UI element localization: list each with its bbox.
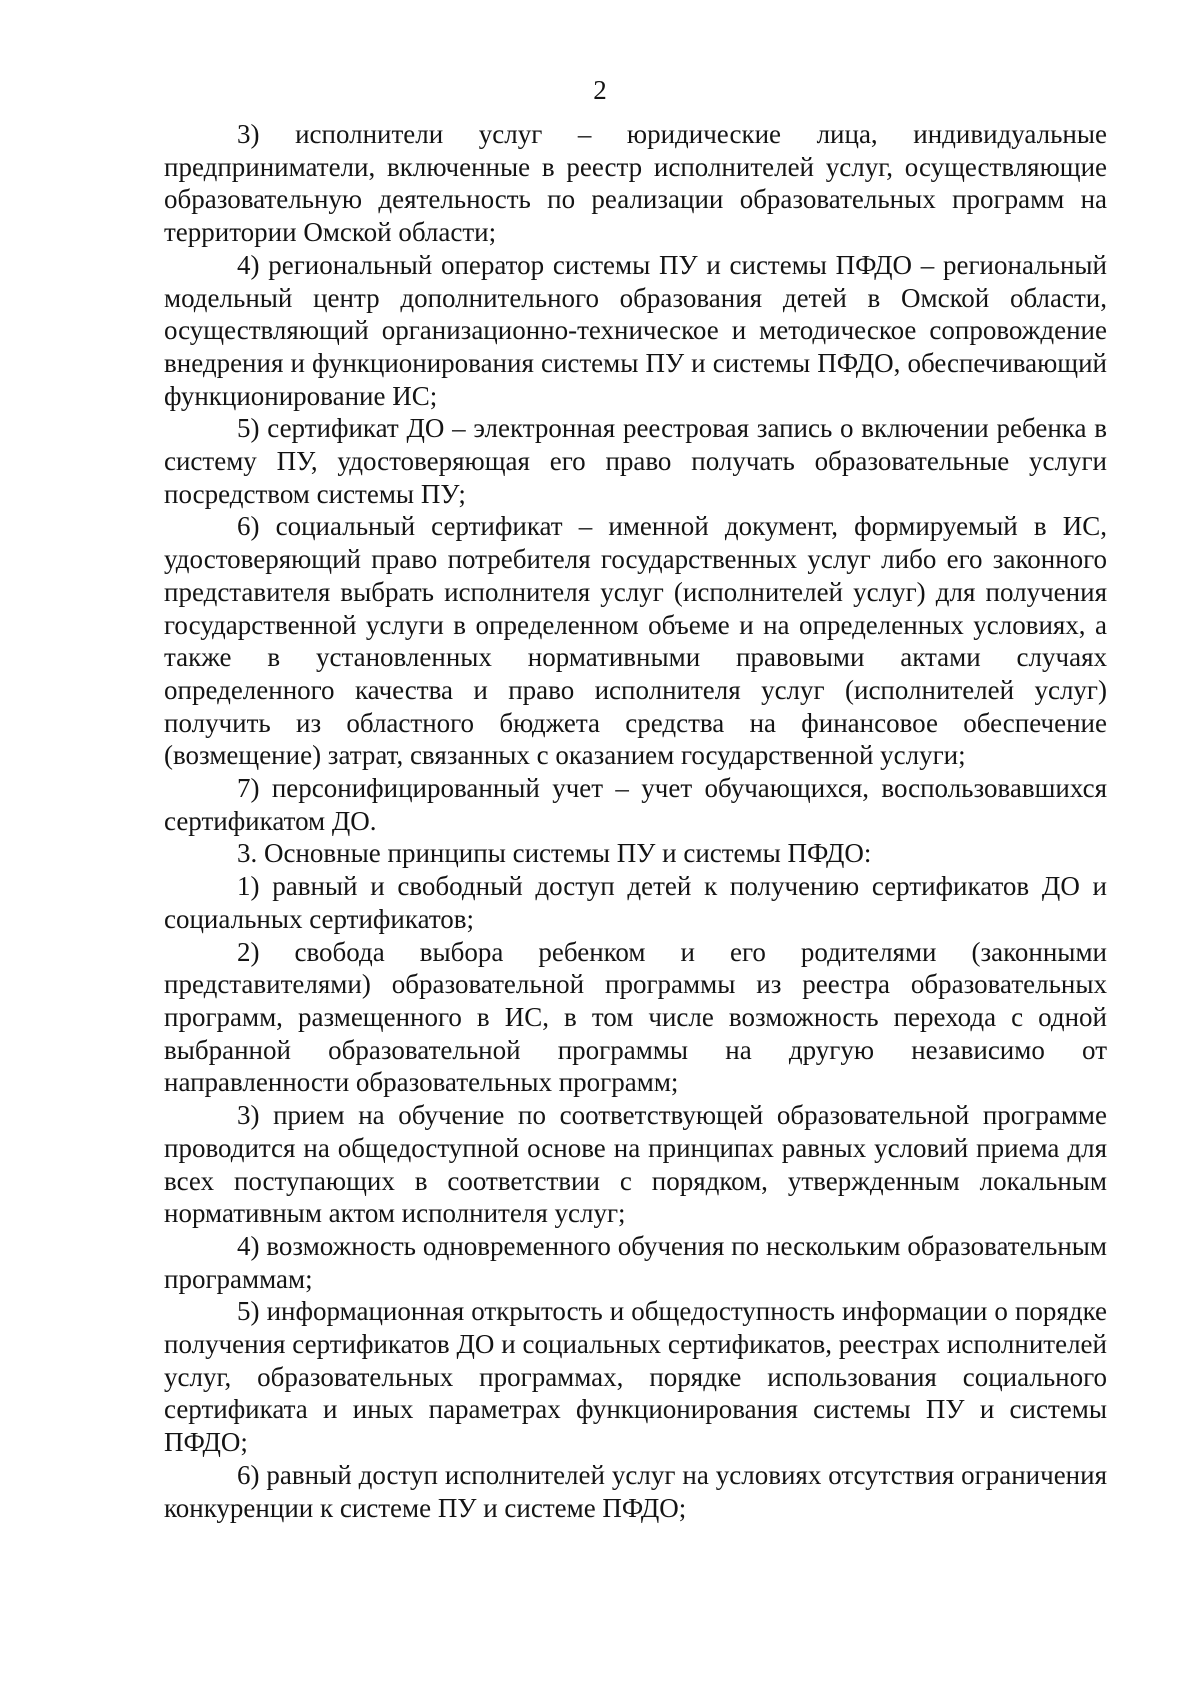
document-body <box>164 118 1107 1524</box>
page-number: 2 <box>593 75 607 105</box>
principle-item-5: 5) информационная открытость и общедоступность информации о порядке получения сертификатов ДО и социальных сертификатов, реестрах исполнителей услуг, образовательных программах, порядке использования социального сертификата и иных параметрах функционирования системы ПУ и системы ПФДО; <box>164 1296 1107 1458</box>
section-heading-principles: 3. Основные принципы системы ПУ и системы ПФДО: <box>237 838 872 869</box>
principle-item-4: 4) возможность одновременного обучения по нескольким образовательным программам; <box>164 1230 1107 1294</box>
principle-item-3: 3) прием на обучение по соответствующей образовательной программе проводится на общедоступной основе на принципах равных условий приема для всех поступающих в соответствии с порядком, утвержденным локальным нормативным актом исполнителя услуг; <box>164 1100 1107 1229</box>
principle-item-6: 6) равный доступ исполнителей услуг на условиях отсутствия ограничения конкуренции к системе ПУ и системе ПФДО; <box>164 1459 1107 1523</box>
paragraph-item-6-social-certificate: 6) социальный сертификат – именной документ, формируемый в ИС, удостоверяющий право потребителя государственных услуг либо его законного представителя выбрать исполнителя услуг (исполнителей услуг) для получения государственной услуги в определенном объеме и на определенных условиях, а также в установленных нормативными правовыми актами случаях определенного качества и право исполнителя услуг (исполнителей услуг) получить из областного бюджета средства на финансовое обеспечение (возмещение) затрат, связанных с оказанием государственной услуги; <box>164 511 1107 771</box>
principle-item-1: 1) равный и свободный доступ детей к получению сертификатов ДО и социальных сертификатов; <box>164 871 1107 934</box>
principle-item-2: 2) свобода выбора ребенком и его родителями (законными представителями) образовательной программы из реестра образовательных программ, размещенного в ИС, в том числе возможность перехода с одной выбранной образовательной программы на другую независимо от направленности образовательных программ; <box>164 936 1107 1098</box>
paragraph-item-5-certificate-do: 5) сертификат ДО – электронная реестровая запись о включении ребенка в систему ПУ, удостоверяющая его право получать образовательные услуги посредством системы ПУ; <box>164 413 1107 509</box>
paragraph-item-7-personified-accounting: 7) персонифицированный учет – учет обучающихся, воспользовавшихся сертификатом ДО. <box>164 773 1107 836</box>
paragraph-item-4-regional-operator: 4) региональный оператор системы ПУ и системы ПФДО – региональный модельный центр дополнительного образования детей в Омской области, осуществляющий организационно-техническое и методическое сопровождение внедрения и функционирования системы ПУ и системы ПФДО, обеспечивающий функционирование ИС; <box>164 249 1107 411</box>
paragraph-item-3-service-providers: 3) исполнители услуг – юридические лица, индивидуальные предприниматели, включенные в реестр исполнителей услуг, осуществляющие образовательную деятельность по реализации образовательных программ на территории Омской области; <box>164 119 1107 248</box>
